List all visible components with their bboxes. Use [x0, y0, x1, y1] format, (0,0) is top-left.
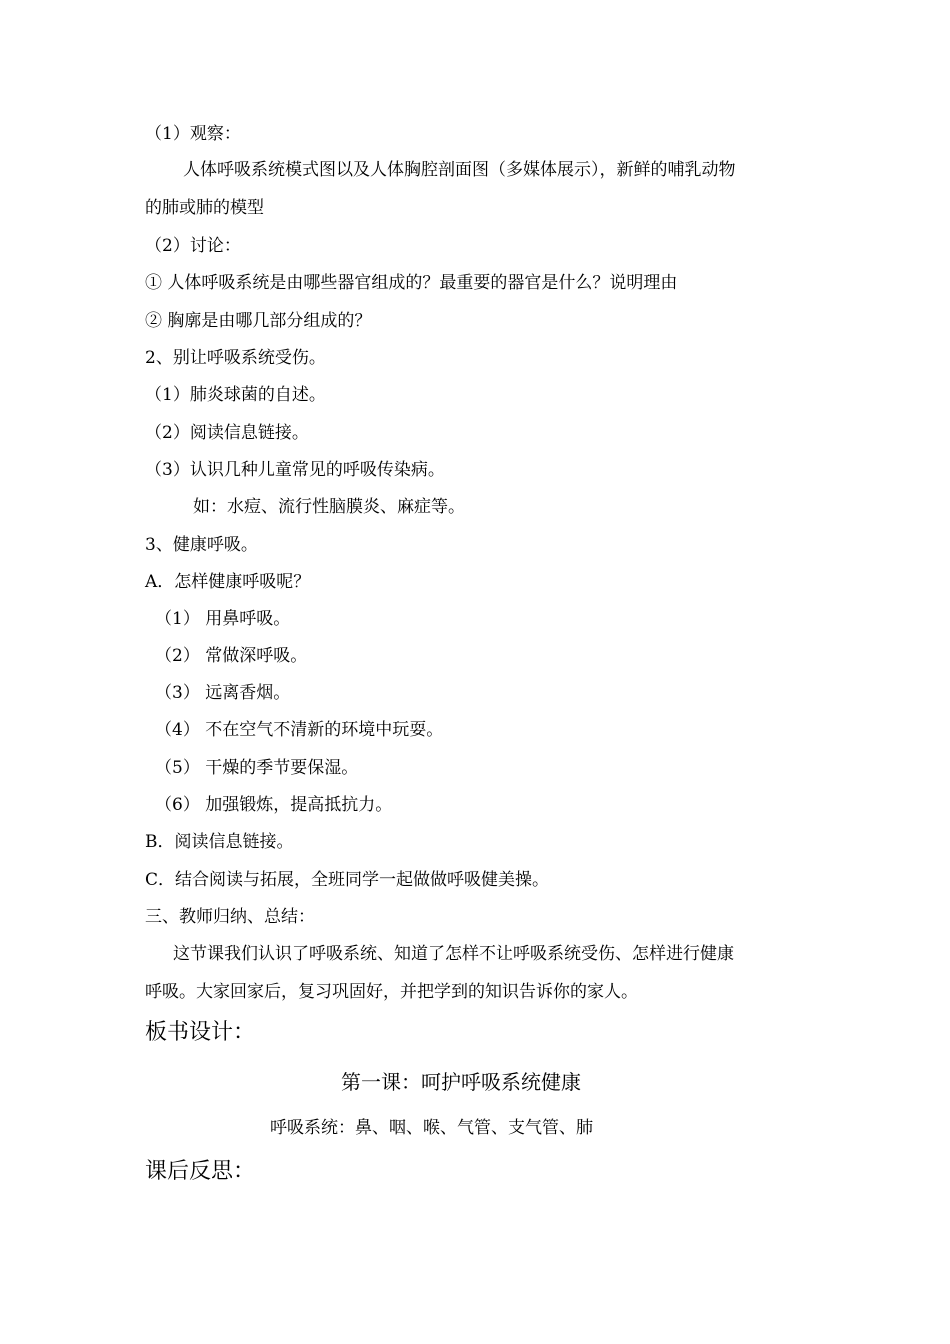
board-design-heading: 板书设计： — [145, 1020, 256, 1045]
discuss-heading: （2）讨论： — [145, 236, 241, 256]
section-2-example: 如：水痘、流行性脑膜炎、麻症等。 — [193, 497, 465, 517]
section-2-item-3: （3）认识几种儿童常见的呼吸传染病。 — [145, 460, 445, 480]
reflection-heading: 课后反思： — [145, 1159, 256, 1184]
summary-text-line-1: 这节课我们认识了呼吸系统、知道了怎样不让呼吸系统受伤、怎样进行健康 — [173, 944, 734, 964]
breathing-tip-1: （1） 用鼻呼吸。 — [155, 609, 291, 629]
breathing-tip-4: （4） 不在空气不清新的环境中玩耍。 — [155, 720, 444, 740]
section-3-heading: 3、健康呼吸。 — [145, 535, 258, 555]
discuss-question-2: ② 胸廓是由哪几部分组成的？ — [145, 311, 372, 331]
section-2-item-1: （1）肺炎球菌的自述。 — [145, 385, 326, 405]
breathing-tip-3: （3） 远离香烟。 — [155, 683, 291, 703]
breathing-tip-2: （2） 常做深呼吸。 — [155, 646, 308, 666]
section-3-a: A．怎样健康呼吸呢？ — [145, 572, 311, 592]
discuss-question-1: ① 人体呼吸系统是由哪些器官组成的？最重要的器官是什么？说明理由 — [145, 273, 678, 293]
section-3-b: B．阅读信息链接。 — [145, 832, 294, 852]
board-respiratory-system: 呼吸系统：鼻、咽、喉、气管、支气管、肺 — [270, 1118, 593, 1138]
breathing-tip-5: （5） 干燥的季节要保湿。 — [155, 758, 359, 778]
section-2-heading: 2、别让呼吸系统受伤。 — [145, 348, 326, 368]
observe-heading: （1）观察： — [145, 124, 241, 144]
observe-text-line-2: 的肺或肺的模型 — [145, 198, 264, 218]
board-title: 第一课：呵护呼吸系统健康 — [341, 1070, 581, 1094]
summary-text-line-2: 呼吸。大家回家后，复习巩固好，并把学到的知识告诉你的家人。 — [145, 982, 638, 1002]
section-2-item-2: （2）阅读信息链接。 — [145, 423, 309, 443]
observe-text-line-1: 人体呼吸系统模式图以及人体胸腔剖面图（多媒体展示），新鲜的哺乳动物 — [183, 160, 736, 180]
summary-heading: 三、教师归纳、总结： — [145, 907, 315, 927]
section-3-c: C．结合阅读与拓展，全班同学一起做做呼吸健美操。 — [145, 870, 550, 890]
breathing-tip-6: （6） 加强锻炼，提高抵抗力。 — [155, 795, 393, 815]
